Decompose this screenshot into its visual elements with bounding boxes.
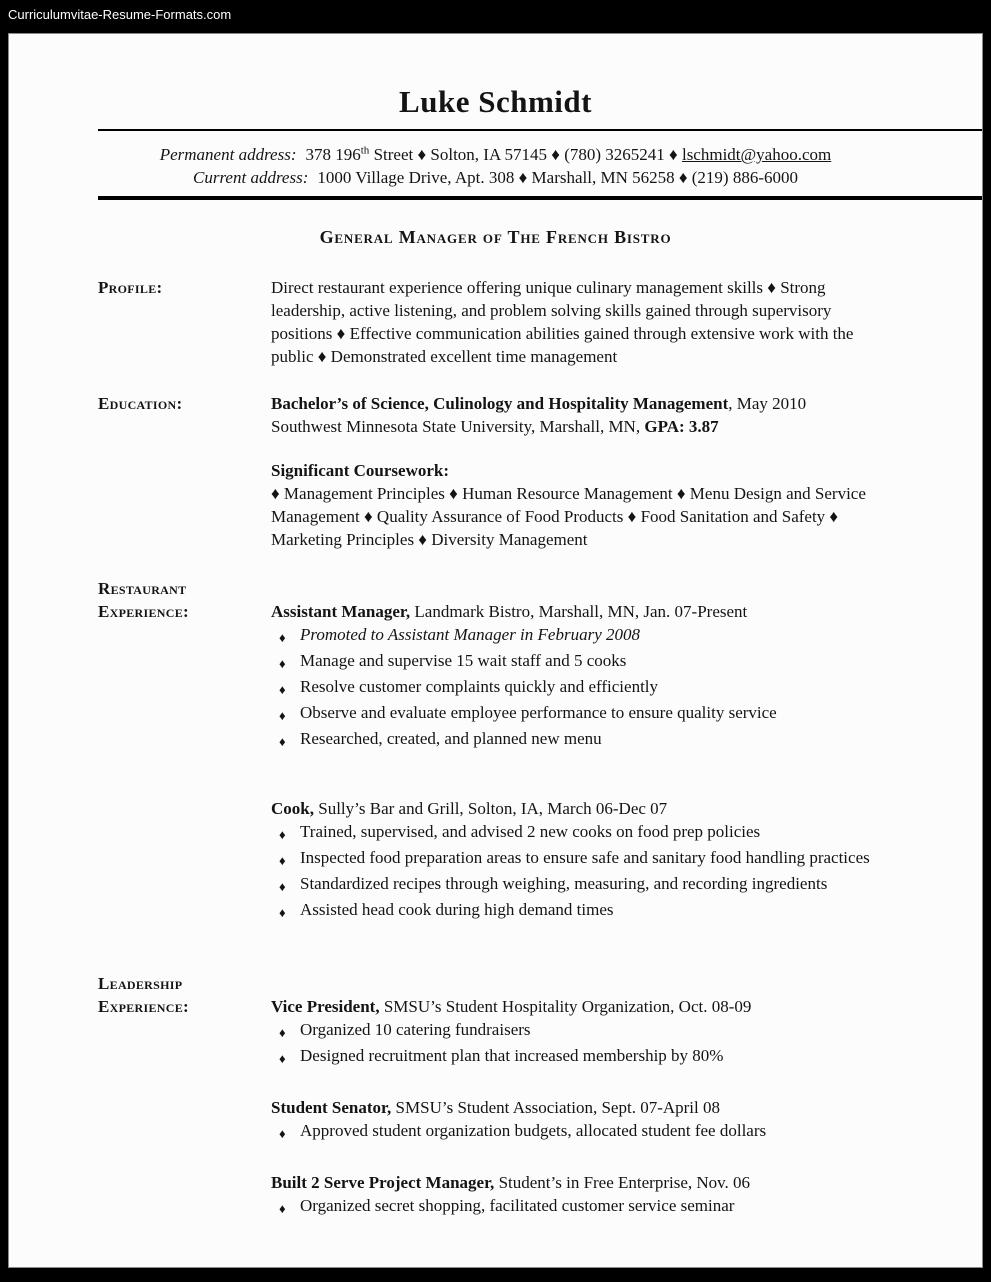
diamond-bullet-icon: ♦ bbox=[279, 853, 286, 868]
heading-line-2: Experience: bbox=[98, 602, 189, 621]
current-address-value: 1000 Village Drive, Apt. 308 ♦ Marshall, MN 56258 ♦ (219) 886-6000 bbox=[317, 168, 799, 187]
section-heading-profile: Profile: bbox=[98, 278, 163, 297]
bullet-text: Promoted to Assistant Manager in February 2008 bbox=[300, 625, 640, 644]
header-divider-thick bbox=[98, 196, 982, 200]
bullet-text: Standardized recipes through weighing, measuring, and recording ingredients bbox=[300, 874, 828, 893]
list-item bbox=[271, 872, 883, 898]
job-title: Cook, bbox=[271, 799, 314, 818]
bullet-text: Manage and supervise 15 wait staff and 5 cooks bbox=[300, 651, 627, 670]
job-title-line bbox=[271, 1171, 883, 1194]
job-title: Assistant Manager, bbox=[271, 602, 411, 621]
section-heading-education: Education: bbox=[98, 394, 183, 413]
bullet-text: Resolve customer complaints quickly and efficiently bbox=[300, 677, 659, 696]
section-profile bbox=[98, 276, 982, 368]
address-block bbox=[9, 143, 982, 189]
job-title-line bbox=[271, 600, 883, 623]
list-item bbox=[271, 1119, 883, 1145]
section-heading-leadership bbox=[98, 972, 271, 1220]
job-title: Vice President, bbox=[271, 997, 380, 1016]
job-entry-built-2-serve bbox=[271, 1171, 883, 1220]
current-address-line bbox=[9, 166, 982, 189]
bullet-text: Designed recruitment plan that increased membership by 80% bbox=[300, 1046, 724, 1065]
job-title-line bbox=[271, 995, 883, 1018]
bullet-text: Organized 10 catering fundraisers bbox=[300, 1020, 531, 1039]
list-item bbox=[271, 846, 883, 872]
list-item bbox=[271, 727, 883, 753]
permanent-address-label: Permanent address: bbox=[159, 145, 297, 164]
section-restaurant-experience bbox=[98, 577, 982, 924]
list-item bbox=[271, 675, 883, 701]
degree-title: Bachelor’s of Science, Culinology and Hospitality Management bbox=[271, 394, 729, 413]
job-title: Built 2 Serve Project Manager, bbox=[271, 1173, 495, 1192]
list-item bbox=[271, 1018, 883, 1044]
bullet-text: Assisted head cook during high demand times bbox=[300, 900, 614, 919]
resume-headline: General Manager of The French Bistro bbox=[319, 227, 672, 247]
list-item bbox=[271, 1194, 883, 1220]
job-details: Student’s in Free Enterprise, Nov. 06 bbox=[494, 1173, 751, 1192]
resume-page bbox=[8, 33, 983, 1268]
diamond-bullet-icon: ♦ bbox=[279, 1051, 286, 1066]
diamond-bullet-icon: ♦ bbox=[279, 1126, 286, 1141]
list-item bbox=[271, 649, 883, 675]
permanent-address-street: 378 196 bbox=[305, 145, 361, 164]
section-heading-restaurant bbox=[98, 577, 271, 924]
job-title: Student Senator, bbox=[271, 1098, 392, 1117]
section-education bbox=[98, 392, 982, 551]
degree-date: , May 2010 bbox=[728, 394, 807, 413]
list-item bbox=[271, 701, 883, 727]
diamond-bullet-icon: ♦ bbox=[279, 630, 286, 645]
street-ordinal: th bbox=[360, 144, 370, 157]
list-item bbox=[271, 820, 883, 846]
current-address-label: Current address: bbox=[192, 168, 309, 187]
diamond-bullet-icon: ♦ bbox=[279, 827, 286, 842]
diamond-bullet-icon: ♦ bbox=[279, 1201, 286, 1216]
bullet-text: Inspected food preparation areas to ensure safe and sanitary food handling practices bbox=[300, 848, 870, 867]
bullet-text: Trained, supervised, and advised 2 new cooks on food prep policies bbox=[300, 822, 761, 841]
permanent-address-line bbox=[9, 143, 982, 166]
permanent-address-rest: Street ♦ Solton, IA 57145 ♦ (780) 3265241 ♦ bbox=[369, 145, 682, 164]
school-line bbox=[271, 415, 883, 438]
bullet-text: Approved student organization budgets, allocated student fee dollars bbox=[300, 1121, 767, 1140]
job-entry-vice-president bbox=[271, 995, 883, 1070]
job-title-line bbox=[271, 1096, 883, 1119]
school-name: Southwest Minnesota State University, Marshall, MN, bbox=[271, 417, 645, 436]
diamond-bullet-icon: ♦ bbox=[279, 656, 286, 671]
list-item bbox=[271, 1044, 883, 1070]
job-details: SMSU’s Student Association, Sept. 07-April 08 bbox=[391, 1098, 720, 1117]
heading-line-2: Experience: bbox=[98, 997, 189, 1016]
section-leadership-experience bbox=[98, 972, 982, 1220]
list-item bbox=[271, 623, 883, 649]
heading-line-1: Leadership bbox=[98, 974, 183, 993]
job-entry-cook bbox=[271, 797, 883, 924]
email-link[interactable]: lschmidt@yahoo.com bbox=[681, 145, 832, 164]
job-entry-student-senator bbox=[271, 1096, 883, 1145]
gpa-value: GPA: 3.87 bbox=[644, 417, 719, 436]
bullet-text: Observe and evaluate employee performance to ensure quality service bbox=[300, 703, 777, 722]
diamond-bullet-icon: ♦ bbox=[279, 879, 286, 894]
heading-line-1: Restaurant bbox=[98, 579, 187, 598]
profile-text: Direct restaurant experience offering unique culinary management skills ♦ Strong leadership, active listening, and problem solving skills gained through supervisory positions ♦ Effective communication abilities gained through extensive work with the public ♦ Demonstrated excellent time management bbox=[271, 278, 854, 366]
coursework-heading: Significant Coursework: bbox=[271, 461, 450, 480]
diamond-bullet-icon: ♦ bbox=[279, 734, 286, 749]
list-item bbox=[271, 898, 883, 924]
diamond-bullet-icon: ♦ bbox=[279, 1025, 286, 1040]
site-watermark: Curriculumvitae-Resume-Formats.com bbox=[8, 7, 232, 22]
bullet-text: Researched, created, and planned new menu bbox=[300, 729, 602, 748]
resume-body bbox=[9, 276, 982, 1220]
job-details: Landmark Bistro, Marshall, MN, Jan. 07-Present bbox=[410, 602, 748, 621]
degree-line bbox=[271, 392, 883, 415]
person-name: Luke Schmidt bbox=[399, 84, 592, 119]
job-entry-assistant-manager bbox=[271, 600, 883, 753]
bullet-text: Organized secret shopping, facilitated customer service seminar bbox=[300, 1196, 735, 1215]
diamond-bullet-icon: ♦ bbox=[279, 905, 286, 920]
diamond-bullet-icon: ♦ bbox=[279, 708, 286, 723]
job-details: SMSU’s Student Hospitality Organization, Oct. 08-09 bbox=[379, 997, 752, 1016]
job-title-line bbox=[271, 797, 883, 820]
diamond-bullet-icon: ♦ bbox=[279, 682, 286, 697]
coursework-list: ♦ Management Principles ♦ Human Resource Management ♦ Menu Design and Service Management ♦ Quality Assurance of Food Products ♦ Food Sanitation and Safety ♦ Marketing Principles ♦ Diversity Management bbox=[271, 484, 866, 549]
job-details: Sully’s Bar and Grill, Solton, IA, March 06-Dec 07 bbox=[313, 799, 668, 818]
header-divider-thin bbox=[98, 129, 982, 131]
